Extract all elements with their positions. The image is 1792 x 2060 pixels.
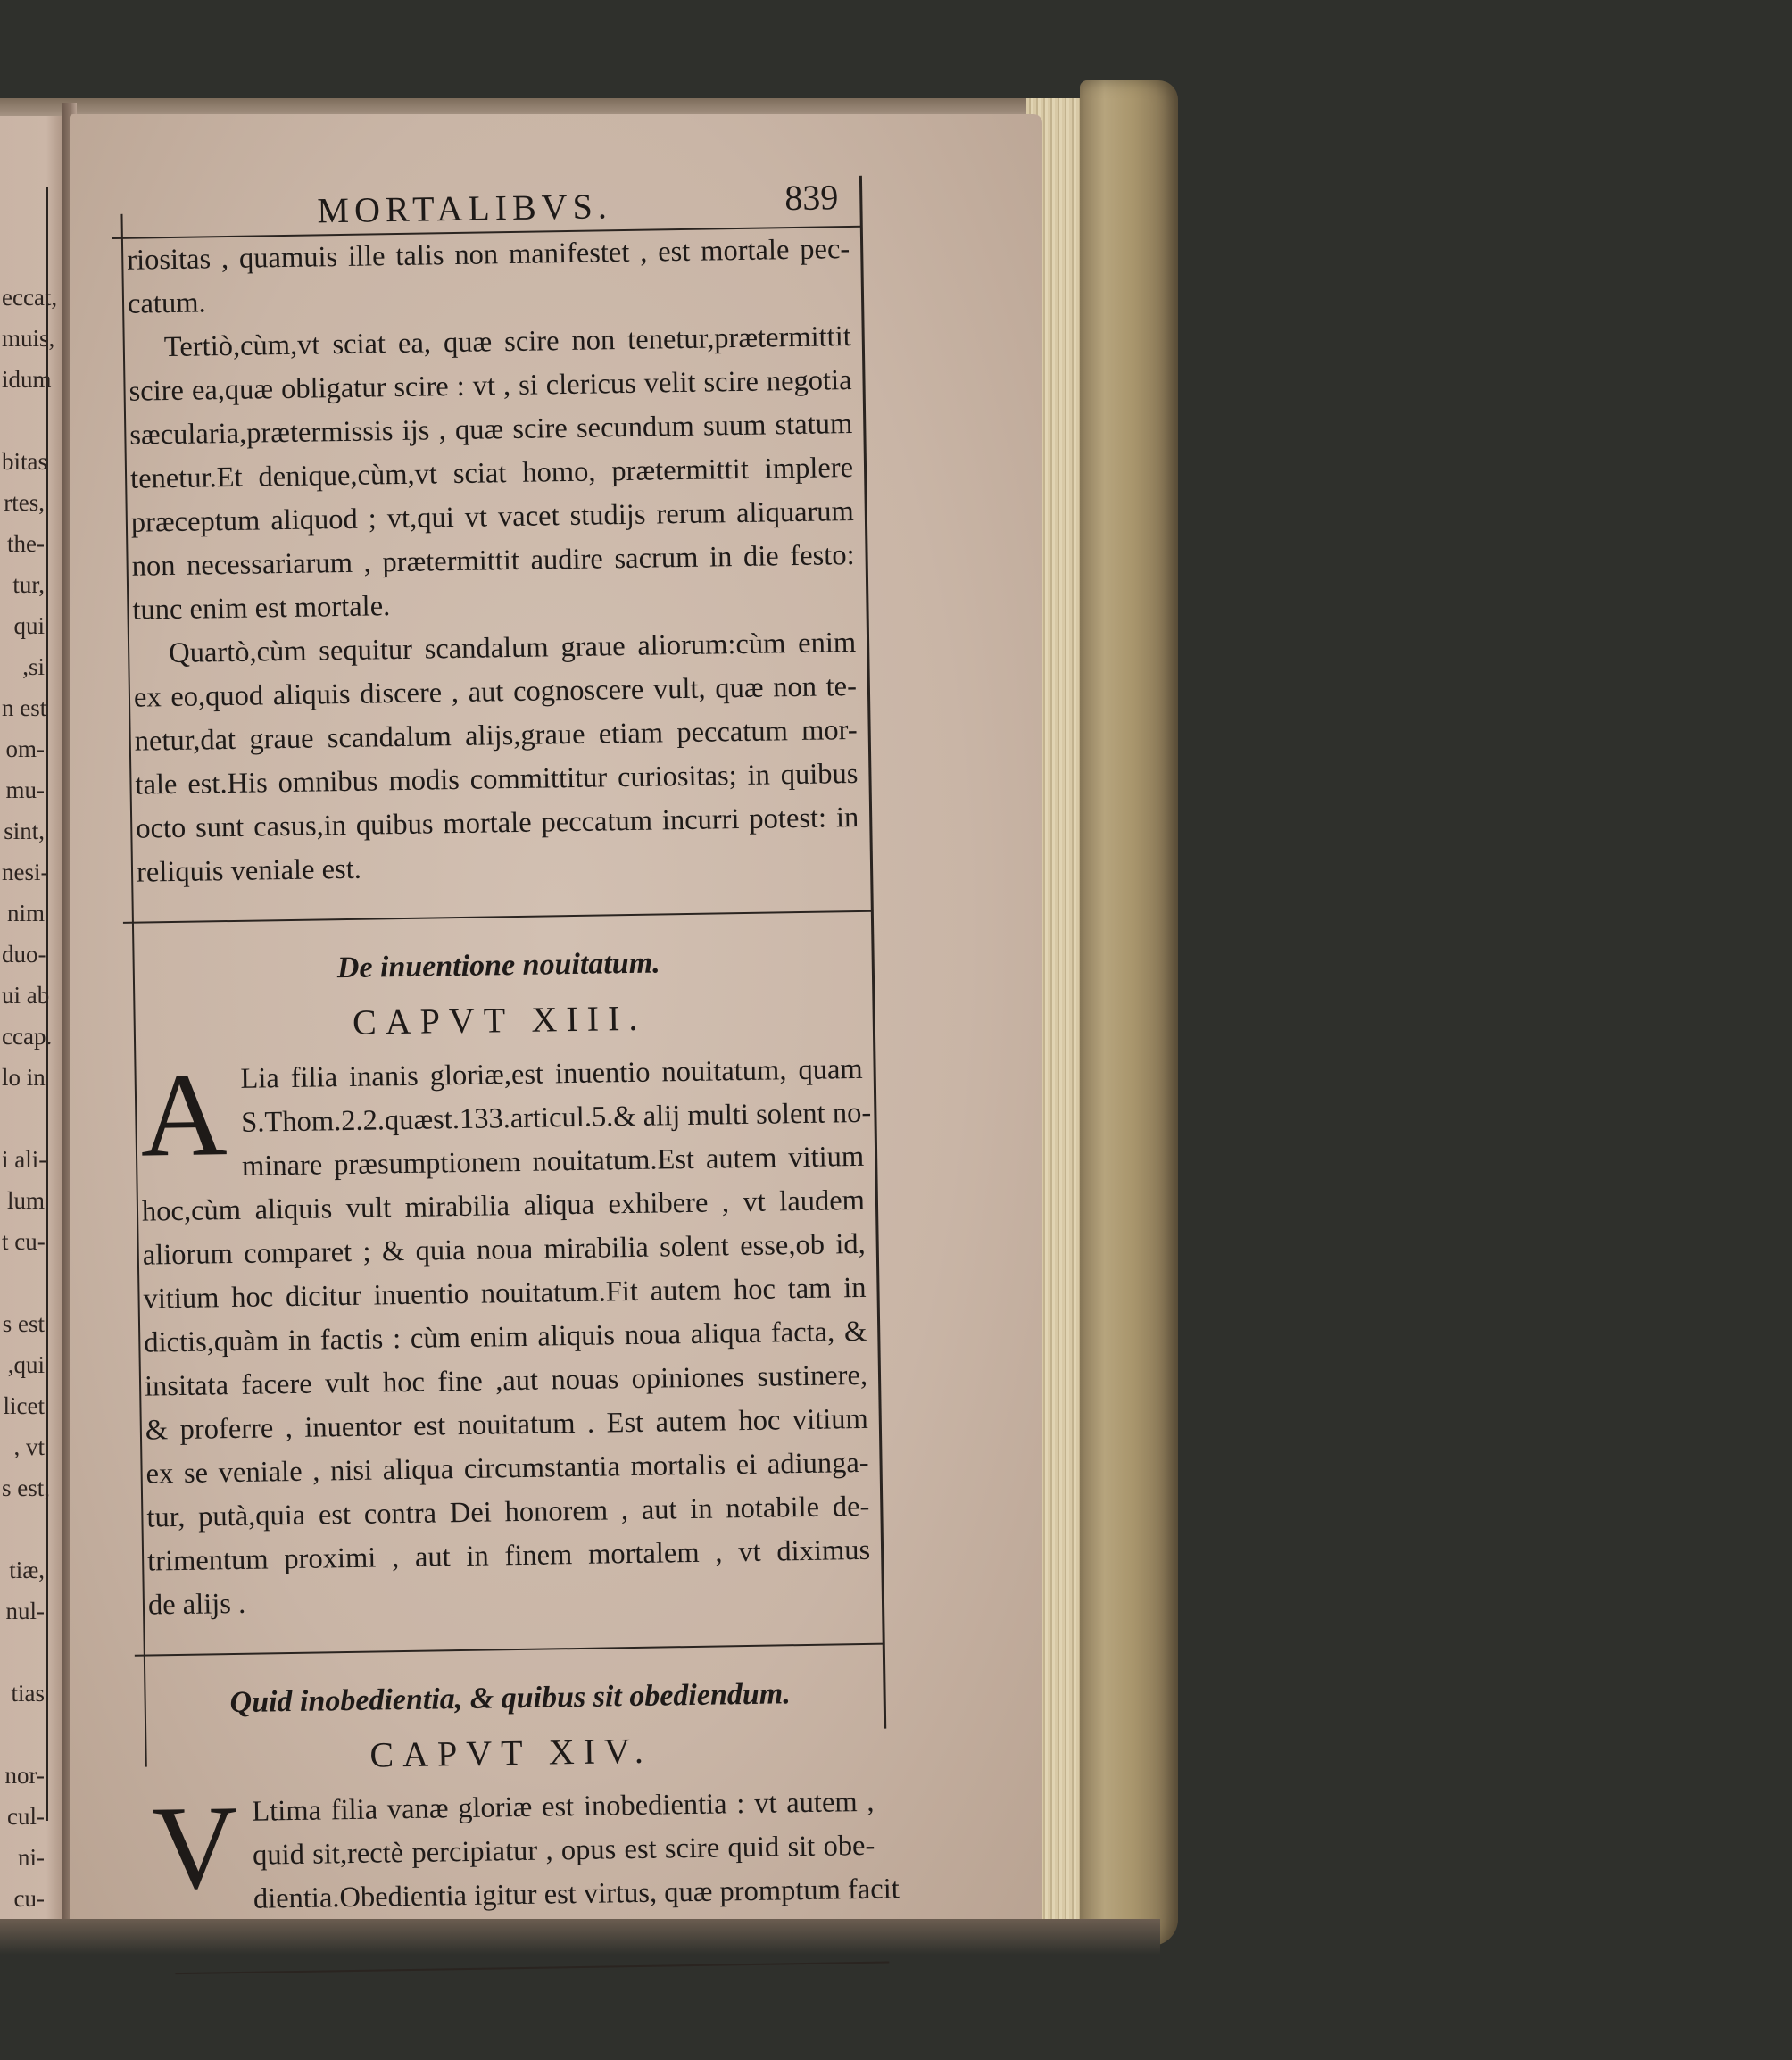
previous-page-fragment: ,si (22, 653, 45, 680)
previous-page-fragment: tias (11, 1680, 45, 1707)
text-line: Quartò,cùm sequitur scandalum graue aliorum:cùm enim (168, 626, 857, 670)
text-line: vitium hoc dicitur inuentio nouitatum.Fit autem hoc tam in (143, 1271, 867, 1316)
previous-page-fragment: s est, (2, 1474, 50, 1501)
text-line: tunc enim est mortale. (132, 590, 391, 627)
chapter-14-body (137, 1781, 900, 1923)
previous-page-fragment: nesi- (2, 859, 49, 885)
section-divider (135, 1643, 884, 1657)
section-divider (123, 910, 873, 924)
chapter-14-number: CAPVT XIV. (369, 1730, 653, 1775)
previous-page-fragment (2, 1262, 46, 1303)
previous-page-fragment: nul- (5, 1598, 45, 1624)
previous-page-fragment: bitas (2, 448, 47, 475)
previous-page-fragment: lo in (2, 1064, 46, 1091)
page-839 (70, 114, 1042, 1926)
text-line: Lia filia inanis gloriæ,est inuentio nouitatum, quam (240, 1052, 863, 1095)
text-line: reliquis veniale est. (136, 852, 362, 889)
previous-page-fragment: qui (13, 612, 45, 639)
chapter-13-body (125, 1048, 884, 1628)
previous-page-fragment (2, 400, 46, 441)
text-line: hoc,cùm aliquis vult mirabilia aliqua exhibere , vt laudem (141, 1184, 866, 1228)
text-line: non necessariarum , prætermittit audire sacrum in die festo: (131, 538, 855, 583)
chapter-14 (135, 1668, 900, 1923)
previous-page-fragment: nim (6, 900, 45, 926)
previous-page-fragment: tiæ, (9, 1557, 45, 1583)
previous-page-fragment (2, 1632, 46, 1673)
previous-page-fragment: s est (2, 1310, 45, 1337)
text-block (112, 176, 900, 1975)
chapter-13 (123, 935, 884, 1628)
previous-page-fragment: ,qui (7, 1351, 45, 1378)
text-line: netur,dat graue scandalum alijs,graue etiam peccatum mor- (134, 713, 858, 758)
text-line: dientia.Obedientia igitur est virtus, quæ promptum facit (253, 1873, 900, 1915)
previous-page-fragment: tur, (12, 571, 45, 598)
text-line: aliorum comparet ; & quia noua mirabilia solent esse,ob id, (142, 1227, 866, 1272)
chapter-13-number: CAPVT XIII. (352, 997, 647, 1042)
chapter-13-dropcap: A (139, 1048, 228, 1182)
previous-page-fragment (2, 1508, 46, 1549)
previous-page-fragment: ui ab (2, 982, 50, 1009)
text-line: ex se veniale , nisi aliqua circumstantia mortalis ei adiunga- (145, 1446, 869, 1491)
previous-page-fragment (2, 1714, 46, 1755)
text-line: trimentum proximi , aut in finem mortalem , vt diximus (146, 1533, 871, 1578)
text-line: ex eo,quod aliquis discere , aut cognoscere vult, quæ non te- (133, 669, 858, 714)
previous-page-fragment: mu- (5, 777, 45, 803)
previous-page-fragment: cu- (13, 1885, 45, 1912)
section-curiositas (112, 228, 872, 895)
previous-page-fragment: , vt (13, 1433, 45, 1460)
text-line: tenetur.Et denique,cùm,vt sciat homo, prætermittit implere (129, 451, 854, 495)
section-curiositas-lines (127, 228, 859, 895)
text-line: de alijs . (147, 1587, 246, 1622)
chapter-14-heading: Quid inobedientia, & quibus sit obediendum. (229, 1677, 791, 1720)
previous-page-fragment (2, 1098, 46, 1139)
chapter-13-lines (139, 1048, 871, 1628)
previous-page-sliver (0, 116, 66, 1928)
previous-page-fragment: duo- (2, 941, 46, 968)
chapter-14-dropcap: V (151, 1781, 240, 1915)
text-line: præceptum aliquod ; vt,qui vt vacet studijs rerum aliquarum (130, 494, 855, 539)
text-line: Tertiò,cùm,vt sciat ea, quæ scire non tenetur,prætermittit (163, 320, 852, 364)
previous-page-fragment: licet (3, 1392, 45, 1419)
previous-page-fragment: ni- (18, 1844, 45, 1871)
previous-page-fragment: sint, (4, 818, 45, 844)
text-line: Ltima filia vanæ gloriæ est inobedientia : vt autem , (252, 1785, 875, 1828)
previous-page-fragment: eccat, (2, 284, 58, 311)
previous-page-fragment: i ali- (2, 1146, 47, 1173)
text-line: octo sunt casus,in quibus mortale peccatum incurri potest: in (136, 801, 859, 845)
text-line: S.Thom.2.2.quæst.133.articul.5.& alij multi solent no- (240, 1096, 872, 1139)
previous-page-fragment: nor- (4, 1762, 45, 1789)
text-line: tur, putà,quia est contra Dei honorem , aut in notabile de- (146, 1490, 870, 1534)
text-line: minare præsumptionem nouitatum.Est autem vitium (241, 1140, 865, 1183)
previous-page-fragment: ccap. (2, 1023, 53, 1050)
text-line: catum. (127, 287, 206, 320)
previous-page-fragment: n est (2, 694, 47, 721)
running-title: MORTALIBVS. (317, 186, 613, 231)
previous-page-fragment: the- (7, 530, 45, 557)
text-line: quid sit,rectè percipiatur , opus est scire quid sit obe- (252, 1829, 875, 1872)
previous-page-fragment: om- (5, 735, 45, 762)
previous-page-fragment: t cu- (2, 1228, 46, 1255)
text-line: scire ea,quæ obligatur scire : vt , si clericus velit scire negotia (129, 363, 852, 408)
previous-page-text-fragments (2, 277, 58, 1960)
previous-page-fragment: muis, (2, 325, 55, 352)
text-line: sæcularia,prætermissis ijs , quæ scire secundum suum statum (129, 407, 853, 452)
previous-page-fragment: lum (6, 1187, 45, 1214)
previous-page-fragment: cul- (7, 1803, 45, 1830)
text-line: & proferre , inuentor est nouitatum . Est autem hoc vitium (145, 1402, 869, 1447)
chapter-13-heading: De inuentione nouitatum. (336, 946, 660, 985)
book-cover-board (1080, 80, 1178, 1946)
chapter-14-lines (151, 1781, 900, 1923)
previous-page-fragment: idum (2, 366, 52, 393)
previous-page-fragment: rtes, (4, 489, 45, 516)
book-bottom-shadow (0, 1919, 1160, 1955)
text-line: insitata facere vult hoc fine ,aut nouas opiniones sustinere, (144, 1358, 868, 1403)
text-line: tale est.His omnibus modis committitur curiositas; in quibus (135, 757, 859, 802)
text-line: dictis,quàm in factis : cùm enim aliquis noua aliqua facta, & (144, 1315, 867, 1359)
page-number: 839 (784, 177, 839, 219)
text-line: riositas , quamuis ille talis non manifestet , est mortale pec- (127, 233, 850, 277)
